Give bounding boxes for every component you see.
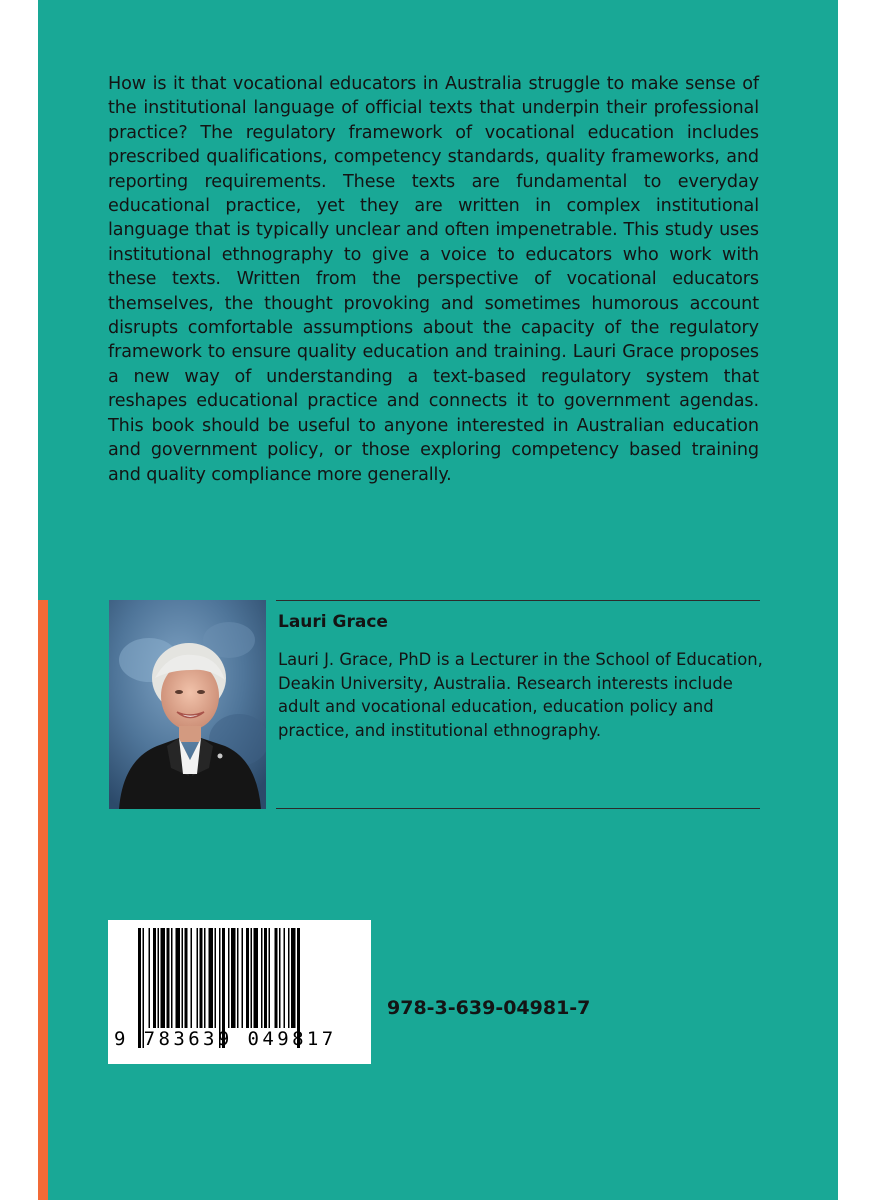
back-cover bbox=[38, 0, 838, 1200]
author-bottom-rule bbox=[276, 808, 760, 809]
author-photo bbox=[109, 600, 266, 809]
barcode-bar bbox=[171, 928, 173, 1028]
barcode-bar bbox=[182, 928, 184, 1028]
barcode-bar bbox=[185, 928, 188, 1028]
barcode-bar bbox=[228, 928, 230, 1028]
barcode-bar bbox=[167, 928, 170, 1028]
barcode-bar bbox=[261, 928, 263, 1028]
orange-accent-strip bbox=[38, 600, 48, 1200]
barcode-bar bbox=[153, 928, 156, 1028]
barcode-bar bbox=[231, 928, 236, 1028]
barcode-bar bbox=[237, 928, 239, 1028]
barcode-bar bbox=[291, 928, 296, 1028]
barcode-bar bbox=[197, 928, 199, 1028]
barcode-bar bbox=[209, 928, 214, 1028]
barcode-bar bbox=[284, 928, 286, 1028]
barcode-bar bbox=[191, 928, 193, 1028]
barcode-bar bbox=[269, 928, 271, 1028]
isbn-number: 978-3-639-04981-7 bbox=[387, 997, 591, 1019]
barcode-bar bbox=[149, 928, 151, 1028]
barcode-bar bbox=[246, 928, 249, 1028]
barcode-bar bbox=[242, 928, 244, 1028]
barcode-bar bbox=[254, 928, 259, 1028]
barcode-bar bbox=[158, 928, 160, 1028]
barcode-digits: 9 783639 049817 bbox=[114, 1028, 337, 1050]
barcode-bar bbox=[200, 928, 203, 1028]
author-name: Lauri Grace bbox=[278, 612, 388, 632]
barcode-bar bbox=[204, 928, 206, 1028]
barcode bbox=[108, 920, 371, 1064]
author-top-rule bbox=[276, 600, 760, 601]
barcode-bar bbox=[161, 928, 166, 1028]
barcode-bar bbox=[275, 928, 278, 1028]
book-blurb: How is it that vocational educators in Australia struggle to make sense of the institutional language of official texts that underpin their professional practice? The regulatory framework of vocational education includes prescribed qualifications, competency standards, quality frameworks, and reporting requirements. These texts are fundamental to everyday educational practice, yet they are written in complex institutional language that is typically unclear and often impenetrable. This study uses institutional ethnography to give a voice to educators who work with these texts. Written from the perspective of vocational educators themselves, the thought provoking and sometimes humorous account disrupts comfortable assumptions about the capacity of the regulatory framework to ensure quality education and training. Lauri Grace proposes a new way of understanding a text-based regulatory system that reshapes educational practice and connects it to government agendas. This book should be useful to anyone interested in Australian education and government policy, or those exploring competency based training and quality compliance more generally. bbox=[108, 74, 759, 485]
barcode-bar bbox=[279, 928, 281, 1028]
author-bio: Lauri J. Grace, PhD is a Lecturer in the School of Education, Deakin University, Australia. Research interests include adult and vocational education, education policy and practice, and institutional ethnography. bbox=[278, 650, 763, 740]
barcode-bar bbox=[264, 928, 267, 1028]
barcode-bar bbox=[288, 928, 290, 1028]
barcode-bar bbox=[176, 928, 181, 1028]
barcode-bar bbox=[215, 928, 217, 1028]
barcode-bar bbox=[251, 928, 253, 1028]
